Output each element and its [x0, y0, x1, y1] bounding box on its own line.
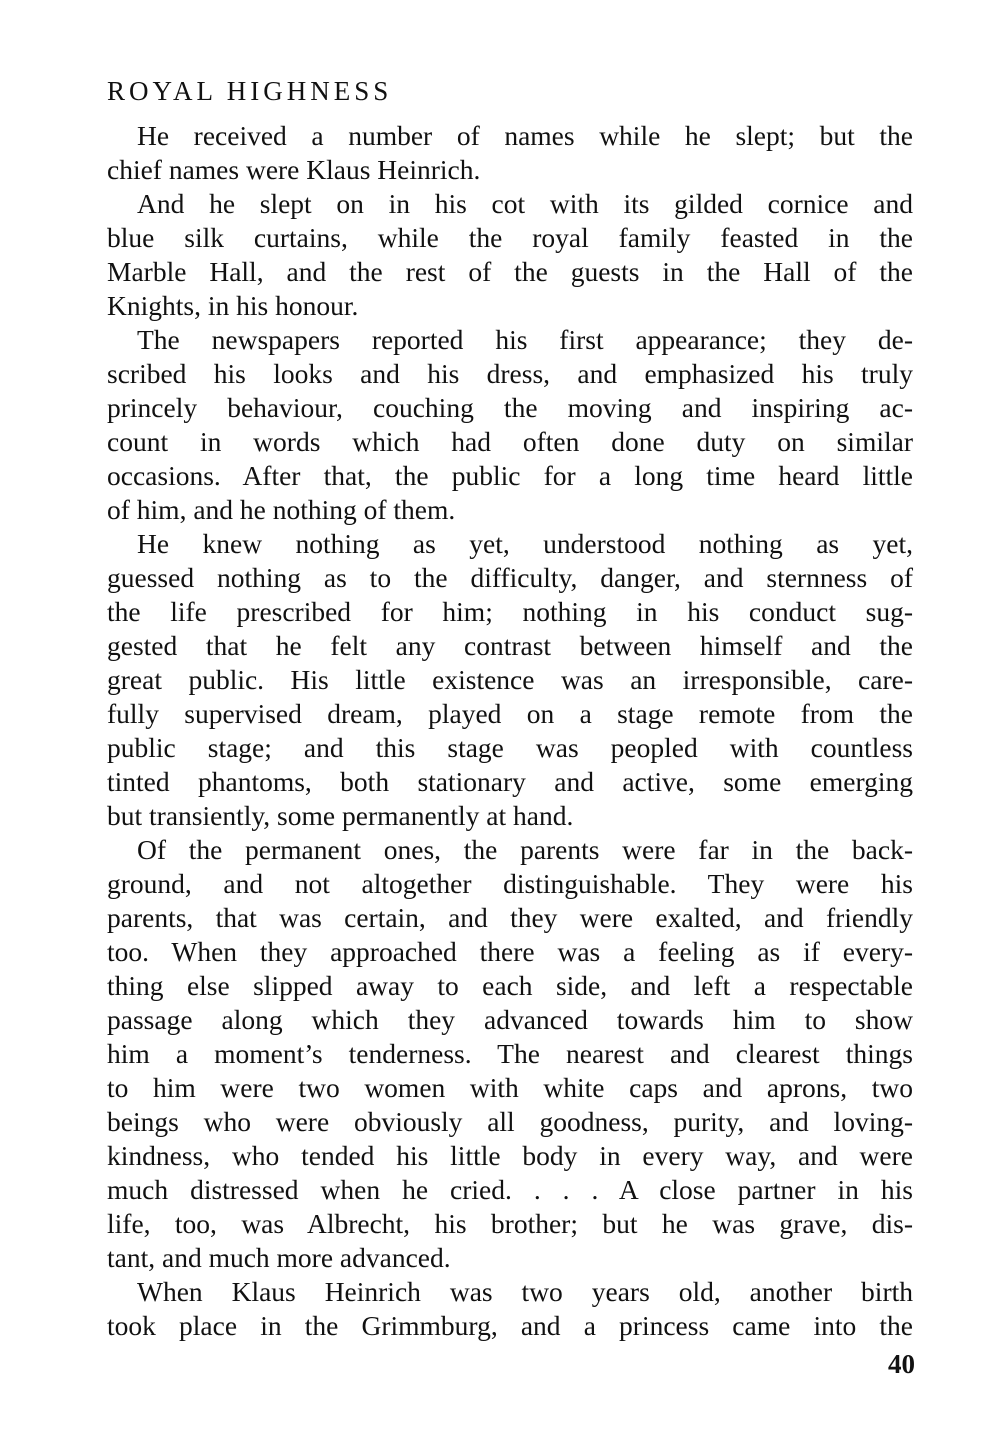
text-line: thing else slipped away to each side, and left a respectable	[107, 970, 913, 1001]
body-text	[107, 119, 913, 1343]
text-line: Marble Hall, and the rest of the guests in the Hall of the	[107, 256, 913, 287]
text-line: to him were two women with white caps and aprons, two	[107, 1072, 913, 1103]
paragraph	[107, 323, 913, 527]
text-line: took place in the Grimmburg, and a princess came into the	[107, 1310, 913, 1341]
paragraph	[107, 1275, 913, 1343]
text-line: occasions. After that, the public for a long time heard little	[107, 460, 913, 491]
text-line: guessed nothing as to the difficulty, danger, and sternness of	[107, 562, 913, 593]
text-line: kindness, who tended his little body in every way, and were	[107, 1140, 913, 1171]
text-line: gested that he felt any contrast between himself and the	[107, 630, 913, 661]
text-line: passage along which they advanced towards him to show	[107, 1004, 913, 1035]
text-line: He knew nothing as yet, understood nothing as yet,	[137, 528, 913, 559]
paragraph	[107, 527, 913, 833]
text-line: scribed his looks and his dress, and emphasized his truly	[107, 358, 913, 389]
text-line: him a moment’s tenderness. The nearest and clearest things	[107, 1038, 913, 1069]
text-line: beings who were obviously all goodness, purity, and loving-	[107, 1106, 913, 1137]
running-head: ROYAL HIGHNESS	[107, 76, 393, 106]
text-line: life, too, was Albrecht, his brother; but he was grave, dis-	[107, 1208, 913, 1239]
text-line: When Klaus Heinrich was two years old, another birth	[137, 1276, 913, 1307]
paragraph	[107, 187, 913, 323]
text-line: too. When they approached there was a feeling as if every-	[107, 936, 913, 967]
text-line: The newspapers reported his first appearance; they de-	[137, 324, 913, 355]
text-line: public stage; and this stage was peopled with countless	[107, 732, 913, 763]
text-line: tant, and much more advanced.	[107, 1242, 451, 1273]
text-line: Knights, in his honour.	[107, 290, 359, 321]
text-line: chief names were Klaus Heinrich.	[107, 154, 481, 185]
paragraph	[107, 833, 913, 1275]
text-line: Of the permanent ones, the parents were far in the back-	[137, 834, 913, 865]
text-line: much distressed when he cried. . . . A close partner in his	[107, 1174, 913, 1205]
text-line: He received a number of names while he slept; but the	[137, 120, 913, 151]
text-line: of him, and he nothing of them.	[107, 494, 456, 525]
text-line: fully supervised dream, played on a stage remote from the	[107, 698, 913, 729]
text-line: blue silk curtains, while the royal family feasted in the	[107, 222, 913, 253]
text-line: great public. His little existence was an irresponsible, care-	[107, 664, 913, 695]
text-line: but transiently, some permanently at hand.	[107, 800, 574, 831]
paragraph	[107, 119, 913, 187]
text-line: And he slept on in his cot with its gilded cornice and	[137, 188, 913, 219]
page-number: 40	[888, 1349, 915, 1379]
text-line: tinted phantoms, both stationary and active, some emerging	[107, 766, 913, 797]
text-line: count in words which had often done duty on similar	[107, 426, 913, 457]
text-line: parents, that was certain, and they were exalted, and friendly	[107, 902, 913, 933]
text-line: the life prescribed for him; nothing in his conduct sug-	[107, 596, 913, 627]
text-line: princely behaviour, couching the moving and inspiring ac-	[107, 392, 913, 423]
text-line: ground, and not altogether distinguishable. They were his	[107, 868, 913, 899]
